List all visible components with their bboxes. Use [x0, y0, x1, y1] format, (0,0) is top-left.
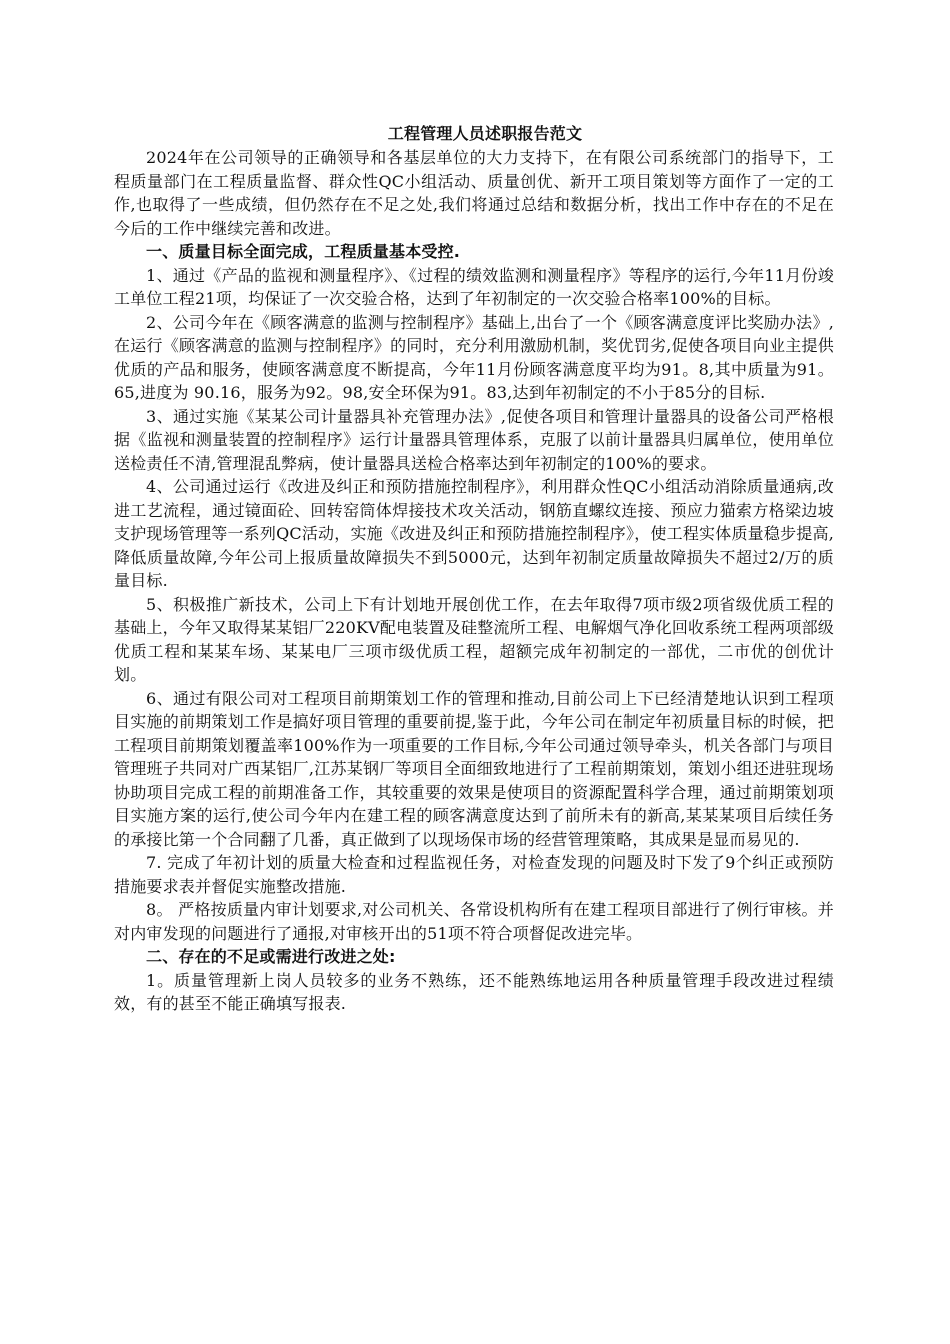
- section-heading-improvements: 二、存在的不足或需进行改进之处:: [146, 947, 396, 966]
- section1-item-8: 8。 严格按质量内审计划要求,对公司机关、各常设机构所有在建工程项目部进行了例行审核。并对内审发现的问题进行了通报,对审核开出的51项不符合项督促改进完毕。: [114, 900, 834, 943]
- section1-item-4: 4、公司通过运行《改进及纠正和预防措施控制程序》，利用群众性QC小组活动消除质量通病,改进工艺流程，通过镜面砼、回转窑筒体焊接技术攻关活动，钢筋直螺纹连接、预应力猫索方格梁边坡支护现场管理等一系列QC活动，实施《改进及纠正和预防措施控制程序》，使工程实体质量稳步提高,降低质量故障,今年公司上报质量故障损失不到5000元，达到年初制定质量故障损失不超过2/万的质量目标.: [114, 477, 834, 590]
- section-heading-quality-goals: 一、质量目标全面完成，工程质量基本受控.: [146, 242, 461, 261]
- section1-item-1: 1、通过《产品的监视和测量程序》、《过程的绩效监测和测量程序》等程序的运行,今年11月份竣工单位工程21项，均保证了一次交验合格，达到了年初制定的一次交验合格率100%的目标。: [114, 265, 834, 308]
- section1-item-6: 6、通过有限公司对工程项目前期策划工作的管理和推动,目前公司上下已经清楚地认识到工程项目实施的前期策划工作是搞好项目管理的重要前提,鉴于此，今年公司在制定年初质量目标的时候，把工程项目前期策划覆盖率100%作为一项重要的工作目标,今年公司通过领导牵头，机关各部门与项目管理班子共同对广西某铝厂,江苏某钢厂等项目全面细致地进行了工程前期策划，策划小组还进驻现场协助项目完成工程的前期准备工作，其较重要的效果是使项目的资源配置科学合理，通过前期策划项目实施方案的运行,使公司今年内在建工程的顾客满意度达到了前所未有的新高,某某某项目后续任务的承接比第一个合同翻了几番，真正做到了以现场保市场的经营管理策略，其成果是显而易见的.: [114, 688, 834, 849]
- intro-paragraph: 2024年在公司领导的正确领导和各基层单位的大力支持下，在有限公司系统部门的指导下，工程质量部门在工程质量监督、群众性QC小组活动、质量创优、新开工项目策划等方面作了一定的工作,也取得了一些成绩，但仍然存在不足之处,我们将通过总结和数据分析，找出工作中存在的不足在今后的工作中继续完善和改进。: [114, 148, 834, 238]
- section1-item-7: 7. 完成了年初计划的质量大检查和过程监视任务，对检查发现的问题及时下发了9个纠正或预防措施要求表并督促实施整改措施.: [114, 853, 834, 896]
- document-page: [114, 122, 834, 1016]
- section2-item-1: 1。质量管理新上岗人员较多的业务不熟练，还不能熟练地运用各种质量管理手段改进过程绩效，有的甚至不能正确填写报表.: [114, 970, 834, 1013]
- document-title: 工程管理人员述职报告范文: [387, 124, 583, 143]
- section1-item-2: 2、公司今年在《顾客满意的监测与控制程序》基础上,出台了一个《顾客满意度评比奖励办法》,在运行《顾客满意的监测与控制程序》的同时，充分利用激励机制，奖优罚劣,促使各项目向业主提供优质的产品和服务，使顾客满意度不断提高，今年11月份顾客满意度平均为91。8,其中质量为91。65,进度为 90.16，服务为92。98,安全环保为91。83,达到年初制定的不小于85分的目标.: [114, 312, 834, 402]
- section1-item-5: 5、积极推广新技术，公司上下有计划地开展创优工作，在去年取得7项市级2项省级优质工程的基础上，今年又取得某某铝厂220KV配电装置及硅整流所工程、电解烟气净化回收系统工程两项部级优质工程和某某车场、某某电厂三项市级优质工程，超额完成年初制定的一部优，二市优的创优计划。: [114, 594, 834, 684]
- section1-item-3: 3、通过实施《某某公司计量器具补充管理办法》,促使各项目和管理计量器具的设备公司严格根据《监视和测量装置的控制程序》运行计量器具管理体系，克服了以前计量器具归属单位，使用单位送检责任不清,管理混乱弊病，使计量器具送检合格率达到年初制定的100%的要求。: [114, 406, 834, 473]
